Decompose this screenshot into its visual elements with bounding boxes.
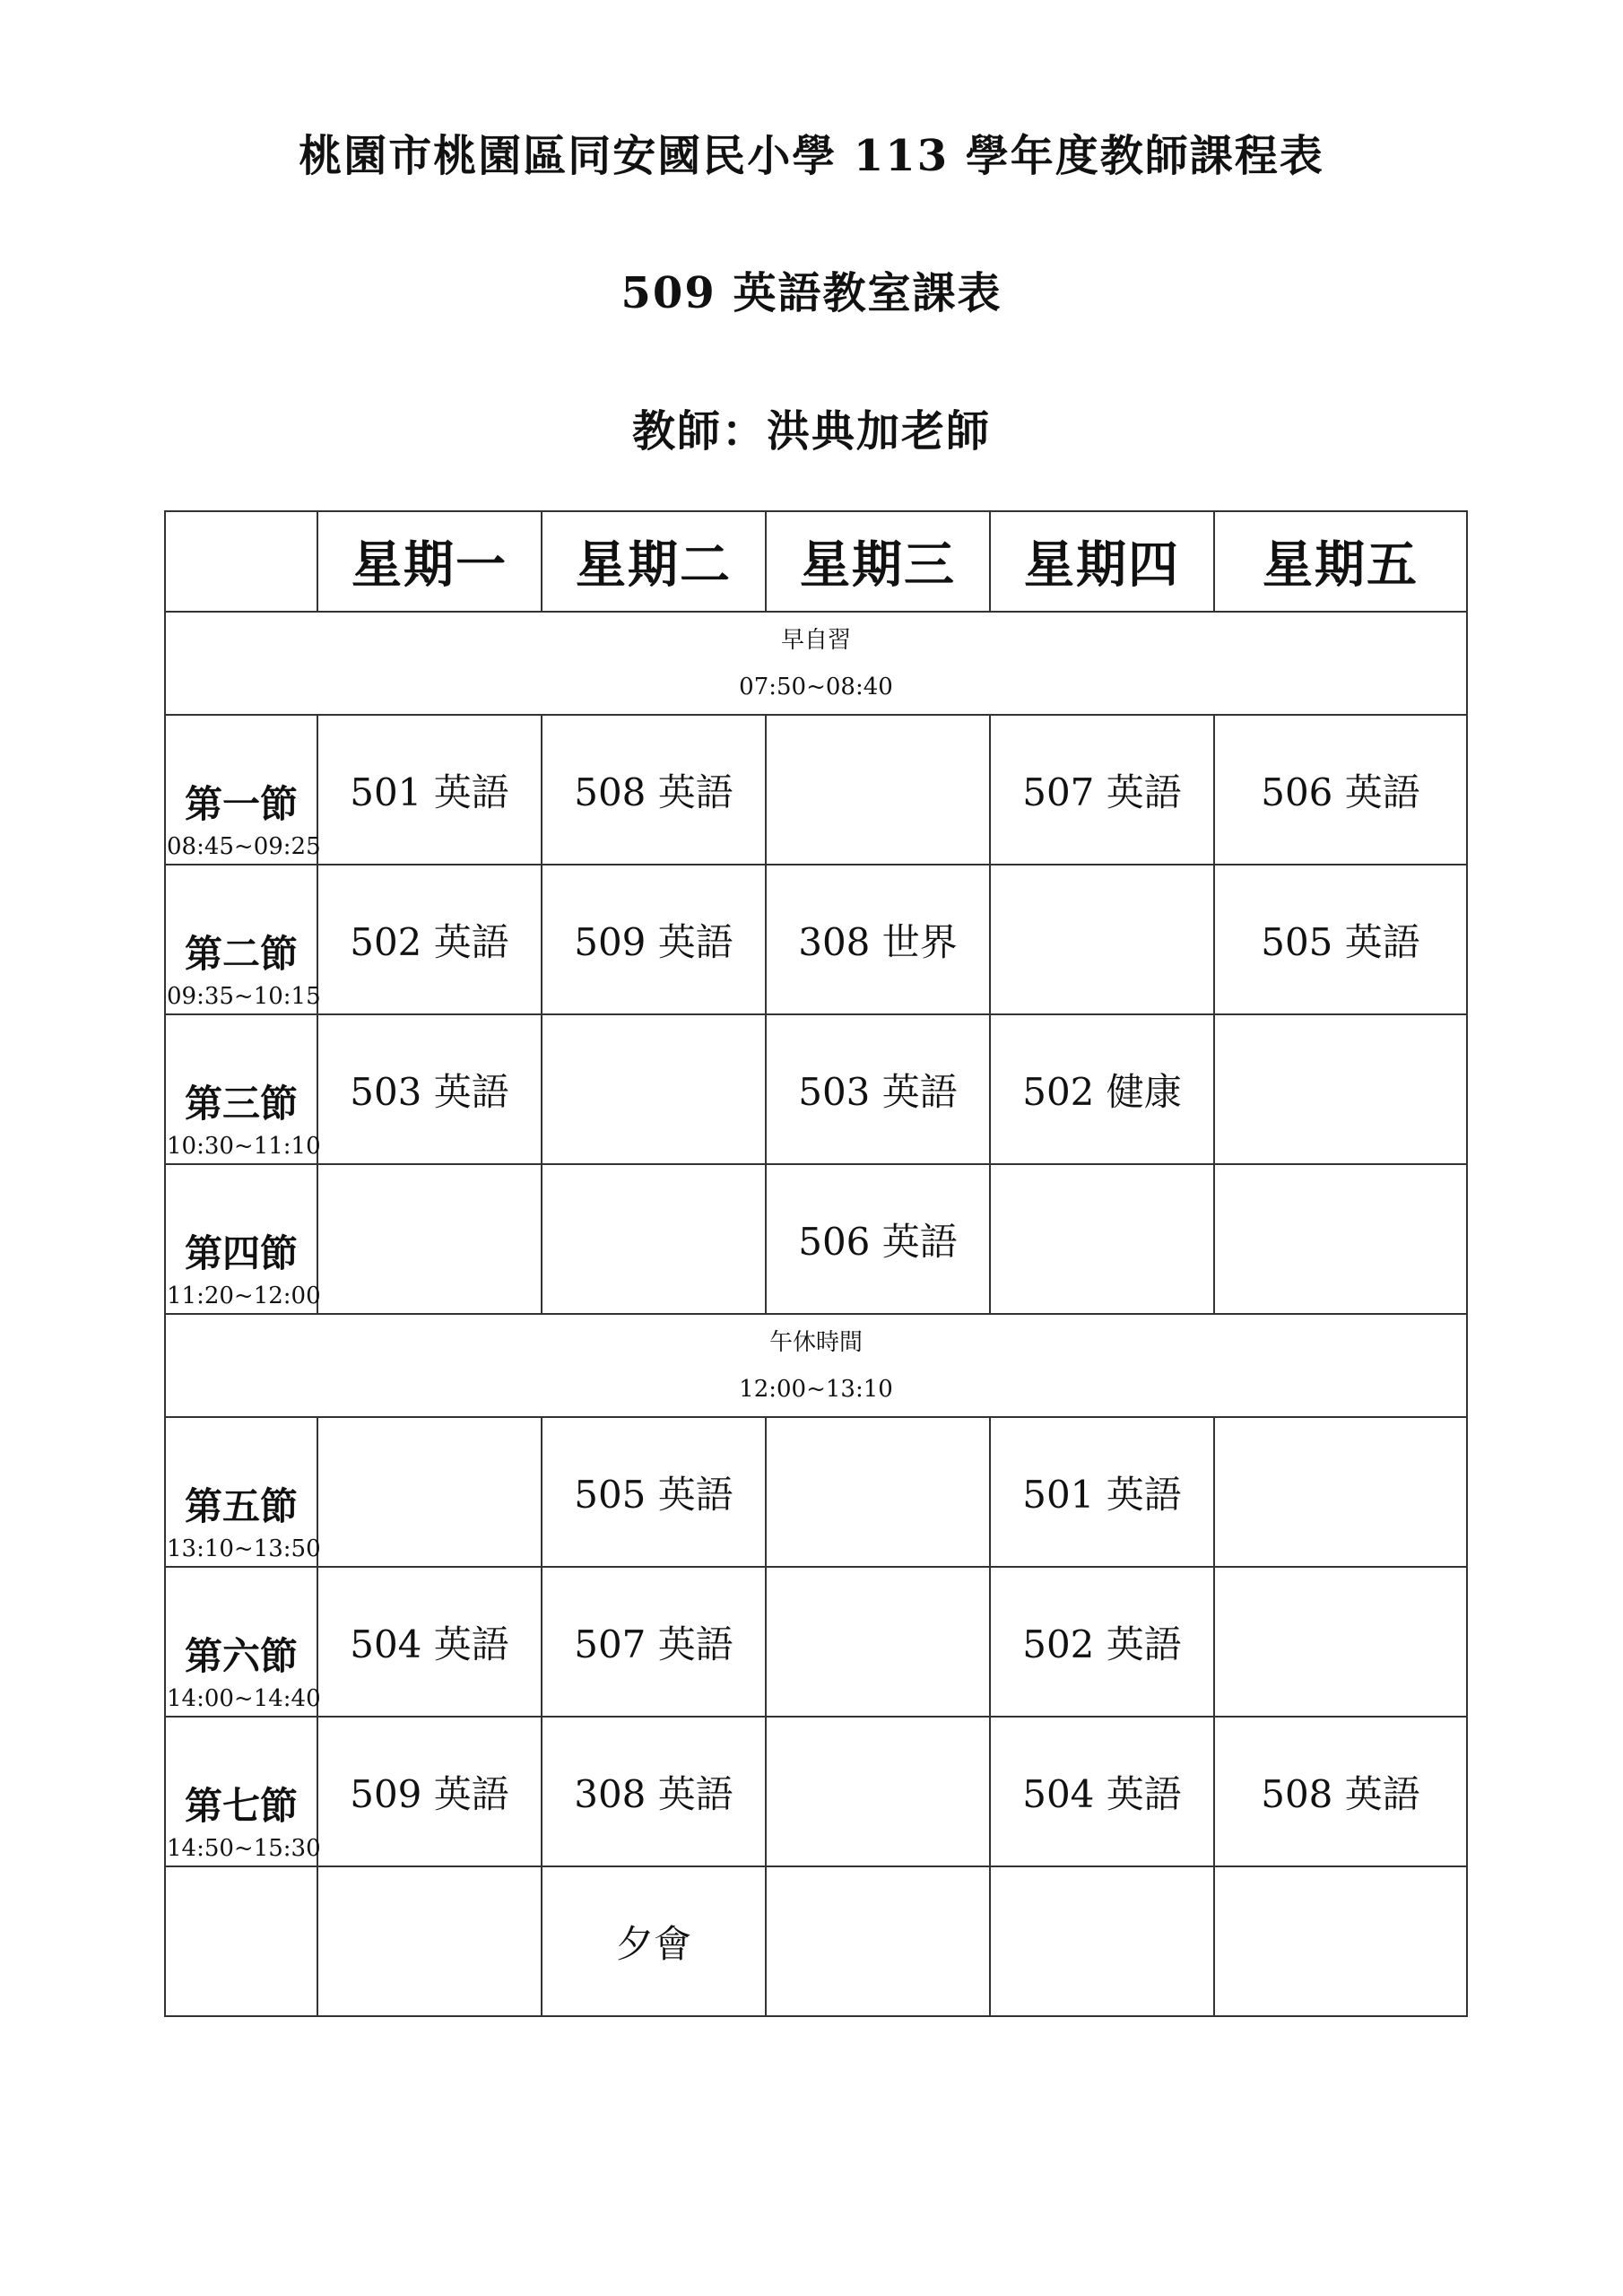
class-cell	[542, 1014, 766, 1164]
period-row-1	[165, 715, 1467, 865]
class-cell	[317, 1164, 542, 1314]
class-cell: 502 英語	[317, 865, 542, 1014]
class-cell: 507 英語	[542, 1567, 766, 1717]
class-cell	[766, 1567, 990, 1717]
period-name: 第七節	[184, 1783, 298, 1828]
period-name: 第二節	[184, 931, 298, 976]
class-cell: 509 英語	[317, 1717, 542, 1866]
period-time: 14:50~15:30	[167, 1835, 321, 1862]
class-cell: 308 世界	[766, 865, 990, 1014]
class-cell: 503 英語	[317, 1014, 542, 1164]
period-label-cell	[165, 1717, 321, 1866]
period-name: 第六節	[184, 1633, 298, 1678]
school-title: 桃園市桃園區同安國民小學 113 學年度教師課程表	[299, 131, 1324, 181]
period-name: 第三節	[184, 1081, 298, 1126]
morning-cell	[165, 612, 1467, 715]
class-cell	[1214, 1417, 1467, 1567]
class-cell: 502 健康	[990, 1014, 1214, 1164]
class-cell	[542, 1164, 766, 1314]
period-time: 08:45~09:25	[167, 833, 321, 860]
period-row-5	[165, 1417, 1467, 1567]
class-cell: 508 英語	[1214, 1717, 1467, 1866]
teacher-line: 教師：洪典加老師	[631, 406, 991, 457]
class-cell: 507 英語	[990, 715, 1214, 865]
day-header-wed: 星期三	[766, 511, 990, 612]
period-time: 09:35~10:15	[167, 983, 321, 1010]
day-header-tue: 星期二	[542, 511, 766, 612]
period-row-2	[165, 865, 1467, 1014]
period-time: 14:00~14:40	[167, 1685, 321, 1712]
day-header-row	[165, 511, 1467, 612]
class-cell: 505 英語	[542, 1417, 766, 1567]
class-cell	[1214, 1866, 1467, 2016]
class-cell	[766, 1417, 990, 1567]
period-label-cell	[165, 1567, 321, 1717]
lunch-label: 午休時間	[768, 1328, 863, 1356]
class-cell	[990, 865, 1214, 1014]
morning-label: 早自習	[780, 626, 851, 654]
class-cell: 504 英語	[317, 1567, 542, 1717]
morning-row	[165, 612, 1467, 715]
classroom-title: 509 英語教室課表	[621, 268, 1002, 318]
period-label-cell	[165, 1014, 321, 1164]
period-label-cell	[165, 865, 321, 1014]
class-cell: 505 英語	[1214, 865, 1467, 1014]
class-cell: 504 英語	[990, 1717, 1214, 1866]
period-label-cell	[165, 1417, 321, 1567]
class-cell	[766, 1866, 990, 2016]
period-name: 第一節	[184, 781, 298, 826]
class-cell	[766, 1717, 990, 1866]
class-cell: 501 英語	[990, 1417, 1214, 1567]
assembly-label-cell	[165, 1866, 317, 2016]
period-label-cell	[165, 1164, 321, 1314]
class-cell: 308 英語	[542, 1717, 766, 1866]
class-cell	[766, 715, 990, 865]
class-cell	[317, 1866, 542, 2016]
lunch-time: 12:00~13:10	[739, 1375, 893, 1403]
period-time: 13:10~13:50	[167, 1535, 321, 1562]
day-header-thu: 星期四	[990, 511, 1214, 612]
period-row-7	[165, 1717, 1467, 1866]
class-cell	[1214, 1567, 1467, 1717]
morning-time: 07:50~08:40	[739, 673, 893, 700]
class-cell: 508 英語	[542, 715, 766, 865]
period-row-3	[165, 1014, 1467, 1164]
class-cell: 夕會	[542, 1866, 766, 2016]
period-row-6	[165, 1567, 1467, 1717]
assembly-row	[165, 1866, 1467, 2016]
period-label-cell	[165, 715, 321, 865]
lunch-row	[165, 1314, 1467, 1417]
class-cell: 501 英語	[317, 715, 542, 865]
class-cell	[990, 1164, 1214, 1314]
class-cell	[990, 1866, 1214, 2016]
class-cell: 506 英語	[766, 1164, 990, 1314]
timetable	[164, 510, 1468, 2017]
class-cell	[1214, 1014, 1467, 1164]
period-row-4	[165, 1164, 1467, 1314]
day-header-mon: 星期一	[317, 511, 542, 612]
class-cell	[317, 1417, 542, 1567]
day-header-fri: 星期五	[1214, 511, 1467, 612]
class-cell: 502 英語	[990, 1567, 1214, 1717]
class-cell: 506 英語	[1214, 715, 1467, 865]
class-cell: 509 英語	[542, 865, 766, 1014]
period-time: 10:30~11:10	[167, 1133, 321, 1160]
lunch-cell	[165, 1314, 1467, 1417]
period-name: 第五節	[184, 1483, 298, 1528]
corner-cell	[165, 511, 317, 612]
class-cell: 503 英語	[766, 1014, 990, 1164]
class-cell	[1214, 1164, 1467, 1314]
period-time: 11:20~12:00	[167, 1283, 321, 1309]
period-name: 第四節	[184, 1231, 298, 1275]
